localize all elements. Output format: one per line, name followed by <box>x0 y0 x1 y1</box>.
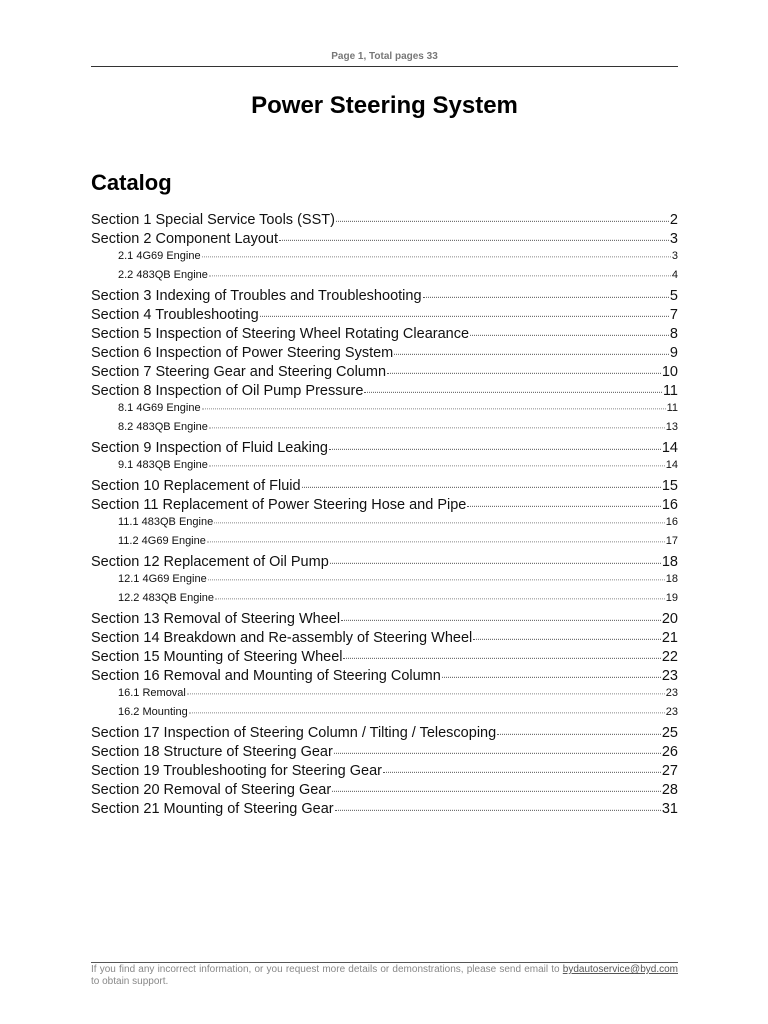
toc-entry-page-number: 14 <box>661 439 678 456</box>
toc-subsection-entry[interactable] <box>91 420 678 439</box>
toc-entry-page-number: 20 <box>661 610 678 627</box>
page-number-header: Page 1, Total pages 33 <box>331 51 438 62</box>
toc-entry-page-number: 3 <box>671 249 678 262</box>
toc-dot-leader <box>442 667 661 677</box>
toc-dot-leader <box>467 496 661 506</box>
toc-entry-label: 11.2 4G69 Engine <box>118 534 206 547</box>
toc-entry-label: Section 20 Removal of Steering Gear <box>91 781 332 798</box>
support-email-link[interactable]: bydautoservice@byd.com <box>562 964 678 975</box>
toc-entry-label: Section 13 Removal of Steering Wheel <box>91 610 341 627</box>
toc-section-entry[interactable] <box>91 724 678 743</box>
toc-entry-page-number: 11 <box>662 382 678 399</box>
toc-dot-leader <box>202 401 666 409</box>
toc-entry-page-number: 11 <box>666 401 678 414</box>
toc-dot-leader <box>497 724 661 734</box>
document-title: Power Steering System <box>251 92 518 119</box>
toc-entry-page-number: 10 <box>661 363 678 380</box>
toc-entry-label: Section 12 Replacement of Oil Pump <box>91 553 329 570</box>
footer-text-before: If you find any incorrect information, or you request more details or demonstrations, please send email to <box>91 964 563 975</box>
toc-dot-leader <box>302 477 661 487</box>
toc-dot-leader <box>332 781 661 791</box>
toc-section-entry[interactable] <box>91 743 678 762</box>
footer-text-after: to obtain support. <box>91 976 169 987</box>
toc-entry-page-number: 18 <box>661 553 678 570</box>
toc-entry-page-number: 9 <box>669 344 678 361</box>
toc-section-entry[interactable] <box>91 344 678 363</box>
toc-dot-leader <box>335 800 661 810</box>
toc-entry-page-number: 5 <box>669 287 678 304</box>
toc-entry-page-number: 21 <box>661 629 678 646</box>
toc-section-entry[interactable] <box>91 629 678 648</box>
toc-entry-page-number: 14 <box>665 458 678 471</box>
toc-section-entry[interactable] <box>91 781 678 800</box>
toc-dot-leader <box>341 610 661 620</box>
toc-subsection-entry[interactable] <box>91 249 678 268</box>
toc-entry-label: 11.1 483QB Engine <box>118 515 214 528</box>
toc-section-entry[interactable] <box>91 325 678 344</box>
toc-entry-page-number: 22 <box>661 648 678 665</box>
toc-entry-label: Section 19 Troubleshooting for Steering Gear <box>91 762 382 779</box>
toc-entry-page-number: 31 <box>661 800 678 817</box>
toc-entry-label: Section 5 Inspection of Steering Wheel Rotating Clearance <box>91 325 470 342</box>
toc-dot-leader <box>202 249 671 257</box>
toc-entry-page-number: 26 <box>661 743 678 760</box>
toc-entry-label: Section 6 Inspection of Power Steering System <box>91 344 394 361</box>
toc-entry-page-number: 3 <box>669 230 678 247</box>
toc-section-entry[interactable] <box>91 496 678 515</box>
toc-section-entry[interactable] <box>91 553 678 572</box>
toc-dot-leader <box>394 344 669 354</box>
toc-entry-label: Section 2 Component Layout <box>91 230 279 247</box>
toc-subsection-entry[interactable] <box>91 401 678 420</box>
toc-entry-page-number: 28 <box>661 781 678 798</box>
toc-subsection-entry[interactable] <box>91 515 678 534</box>
toc-entry-page-number: 23 <box>665 705 678 718</box>
toc-entry-label: Section 15 Mounting of Steering Wheel <box>91 648 343 665</box>
toc-dot-leader <box>336 211 669 221</box>
toc-section-entry[interactable] <box>91 762 678 781</box>
toc-entry-label: Section 14 Breakdown and Re-assembly of Steering Wheel <box>91 629 473 646</box>
toc-dot-leader <box>209 458 665 466</box>
toc-section-entry[interactable] <box>91 667 678 686</box>
toc-entry-label: Section 21 Mounting of Steering Gear <box>91 800 334 817</box>
toc-dot-leader <box>214 515 665 523</box>
toc-entry-label: 16.1 Removal <box>118 686 186 699</box>
toc-entry-page-number: 16 <box>665 515 678 528</box>
toc-dot-leader <box>383 762 661 772</box>
toc-section-entry[interactable] <box>91 800 678 819</box>
toc-dot-leader <box>473 629 661 639</box>
toc-dot-leader <box>329 439 661 449</box>
toc-dot-leader <box>470 325 669 335</box>
toc-subsection-entry[interactable] <box>91 458 678 477</box>
toc-entry-label: Section 7 Steering Gear and Steering Column <box>91 363 387 380</box>
toc-dot-leader <box>260 306 669 316</box>
toc-entry-page-number: 19 <box>665 591 678 604</box>
catalog-heading: Catalog <box>91 170 172 195</box>
toc-dot-leader <box>215 591 665 599</box>
footer-support-note <box>91 964 678 988</box>
toc-dot-leader <box>423 287 669 297</box>
toc-dot-leader <box>334 743 661 753</box>
toc-section-entry[interactable] <box>91 306 678 325</box>
toc-dot-leader <box>330 553 661 563</box>
toc-entry-page-number: 18 <box>665 572 678 585</box>
toc-section-entry[interactable] <box>91 211 678 230</box>
toc-entry-page-number: 16 <box>661 496 678 513</box>
toc-subsection-entry[interactable] <box>91 268 678 287</box>
toc-section-entry[interactable] <box>91 287 678 306</box>
toc-subsection-entry[interactable] <box>91 686 678 705</box>
toc-entry-label: 2.1 4G69 Engine <box>118 249 201 262</box>
toc-entry-label: 9.1 483QB Engine <box>118 458 208 471</box>
toc-entry-label: Section 3 Indexing of Troubles and Troubleshooting <box>91 287 422 304</box>
toc-entry-page-number: 15 <box>661 477 678 494</box>
toc-subsection-entry[interactable] <box>91 591 678 610</box>
toc-section-entry[interactable] <box>91 477 678 496</box>
toc-entry-label: 8.2 483QB Engine <box>118 420 208 433</box>
toc-entry-page-number: 7 <box>669 306 678 323</box>
toc-entry-page-number: 25 <box>661 724 678 741</box>
toc-entry-page-number: 8 <box>669 325 678 342</box>
toc-dot-leader <box>187 686 665 694</box>
toc-dot-leader <box>279 230 669 240</box>
header-divider <box>91 66 678 67</box>
toc-subsection-entry[interactable] <box>91 534 678 553</box>
toc-dot-leader <box>208 572 665 580</box>
toc-entry-label: Section 4 Troubleshooting <box>91 306 259 323</box>
toc-entry-label: Section 9 Inspection of Fluid Leaking <box>91 439 328 456</box>
toc-entry-label: Section 1 Special Service Tools (SST) <box>91 211 335 228</box>
toc-dot-leader <box>207 534 665 542</box>
toc-section-entry[interactable] <box>91 610 678 629</box>
toc-entry-label: 2.2 483QB Engine <box>118 268 208 281</box>
toc-entry-label: Section 17 Inspection of Steering Column / Tilting / Telescoping <box>91 724 497 741</box>
toc-entry-label: Section 11 Replacement of Power Steering Hose and Pipe <box>91 496 467 513</box>
toc-entry-page-number: 4 <box>671 268 678 281</box>
toc-dot-leader <box>209 268 671 276</box>
toc-entry-label: 12.1 4G69 Engine <box>118 572 207 585</box>
toc-entry-label: Section 18 Structure of Steering Gear <box>91 743 333 760</box>
toc-dot-leader <box>189 705 665 713</box>
toc-entry-label: 12.2 483QB Engine <box>118 591 215 604</box>
toc-dot-leader <box>209 420 665 428</box>
toc-entry-label: 8.1 4G69 Engine <box>118 401 201 414</box>
toc-dot-leader <box>343 648 660 658</box>
toc-entry-label: 16.2 Mounting <box>118 705 188 718</box>
toc-entry-page-number: 2 <box>669 211 678 228</box>
toc-subsection-entry[interactable] <box>91 572 678 591</box>
toc-dot-leader <box>387 363 661 373</box>
table-of-contents <box>91 211 678 819</box>
toc-entry-page-number: 27 <box>661 762 678 779</box>
toc-entry-label: Section 10 Replacement of Fluid <box>91 477 301 494</box>
footer-divider <box>91 962 678 963</box>
toc-section-entry[interactable] <box>91 363 678 382</box>
toc-dot-leader <box>364 382 662 392</box>
toc-entry-label: Section 16 Removal and Mounting of Steering Column <box>91 667 441 684</box>
toc-subsection-entry[interactable] <box>91 705 678 724</box>
toc-entry-label: Section 8 Inspection of Oil Pump Pressure <box>91 382 364 399</box>
toc-section-entry[interactable] <box>91 230 678 249</box>
toc-section-entry[interactable] <box>91 439 678 458</box>
toc-section-entry[interactable] <box>91 648 678 667</box>
toc-entry-page-number: 23 <box>661 667 678 684</box>
toc-section-entry[interactable] <box>91 382 678 401</box>
toc-entry-page-number: 17 <box>665 534 678 547</box>
toc-entry-page-number: 13 <box>665 420 678 433</box>
toc-entry-page-number: 23 <box>665 686 678 699</box>
